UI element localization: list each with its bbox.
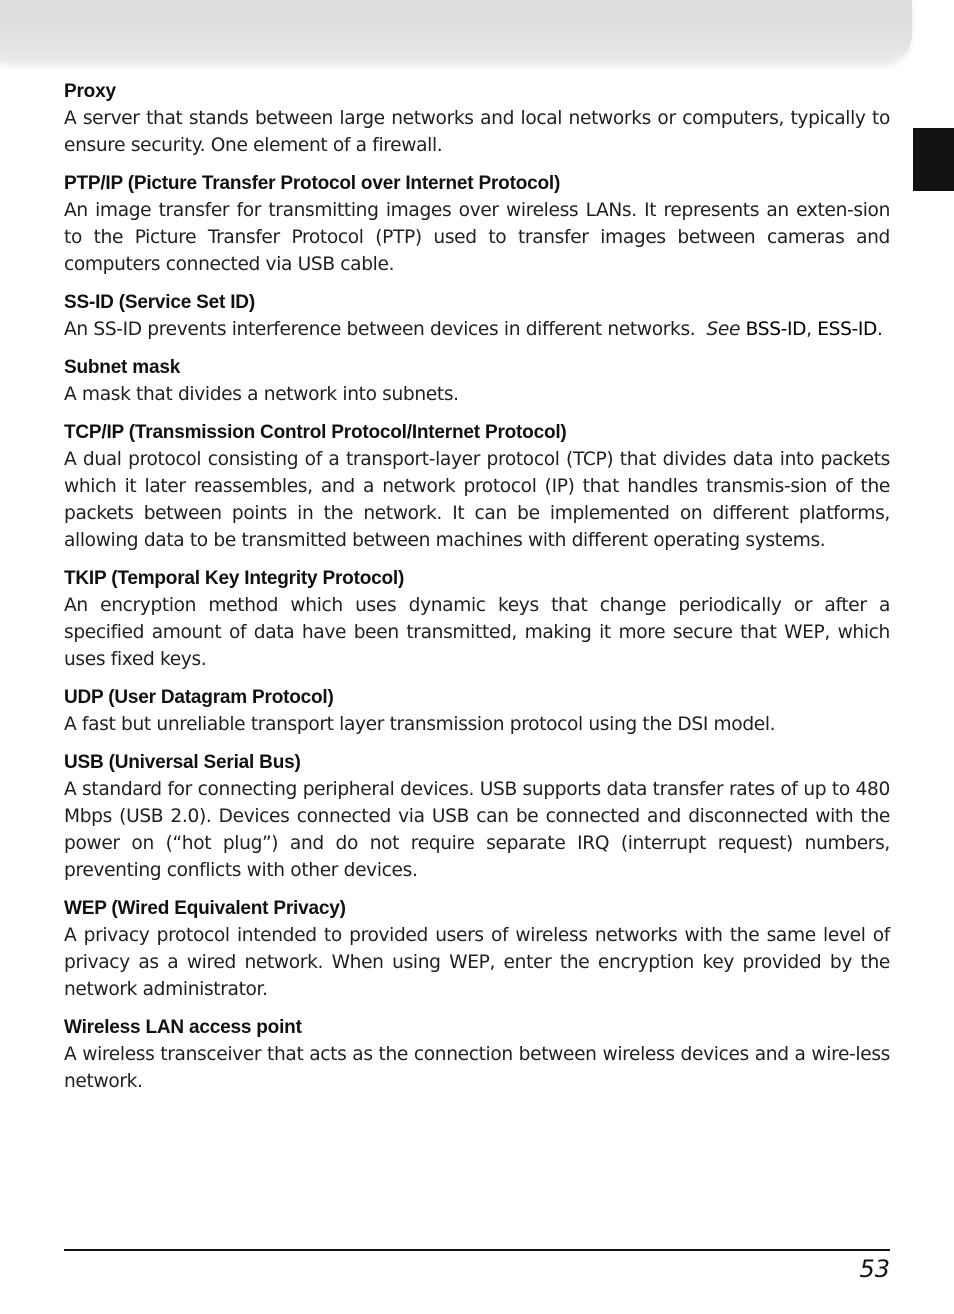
glossary-term: PTP/IP (Picture Transfer Protocol over Internet Protocol): [64, 173, 561, 194]
glossary-entry-tcp-ip: [64, 419, 890, 554]
glossary-term: Wireless LAN access point: [64, 1017, 302, 1038]
glossary-definition: A fast but unreliable transport layer transmission protocol using the DSI model.: [64, 714, 776, 735]
glossary-entry-usb: [64, 749, 890, 884]
glossary-definition: A privacy protocol intended to provided users of wireless networks with the same level of privacy as a wired network. When using WEP, enter the encryption key provided by the network administrator.: [64, 925, 890, 1000]
glossary-definition: An encryption method which uses dynamic keys that change periodically or after a specified amount of data have been transmitted, making it more secure that WEP, which uses fixed keys.: [64, 595, 890, 670]
xref-separator: ,: [806, 319, 818, 340]
glossary-entry-proxy: [64, 78, 890, 159]
glossary-definition: A dual protocol consisting of a transport-layer protocol (TCP) that divides data into packets which it later reassembles, and a network protocol (IP) that handles transmis-sion of the packets between points in the network. It can be implemented on different platforms, allowing data to be transmitted between machines with different operating systems.: [64, 449, 890, 551]
glossary-term: TKIP (Temporal Key Integrity Protocol): [64, 568, 405, 589]
glossary-definition: An image transfer for transmitting images over wireless LANs. It represents an exten-sion to the Picture Transfer Protocol (PTP) used to transfer images between cameras and computers connected via USB cable.: [64, 200, 890, 275]
glossary-term: Proxy: [64, 81, 116, 102]
glossary-entry-ss-id: [64, 289, 890, 343]
cross-reference-ess-id[interactable]: ESS-ID: [817, 319, 878, 340]
glossary-list: [64, 78, 890, 1106]
header-band: [0, 0, 912, 62]
glossary-term: WEP (Wired Equivalent Privacy): [64, 898, 346, 919]
see-label: See: [706, 319, 741, 340]
glossary-entry-ptp-ip: [64, 170, 890, 278]
glossary-definition: A mask that divides a network into subnets.: [64, 384, 459, 405]
glossary-term: SS-ID (Service Set ID): [64, 292, 255, 313]
xref-end: .: [877, 319, 883, 340]
cross-reference-bss-id[interactable]: BSS-ID: [745, 319, 807, 340]
glossary-entry-subnet-mask: [64, 354, 890, 408]
definition-text: An SS-ID prevents interference between devices in different networks.: [64, 319, 696, 340]
glossary-entry-wep: [64, 895, 890, 1003]
glossary-entry-wireless-lan-access-point: [64, 1014, 890, 1095]
page-number: 53: [859, 1255, 890, 1283]
glossary-definition: [64, 316, 890, 343]
glossary-definition: A wireless transceiver that acts as the connection between wireless devices and a wire-less network.: [64, 1044, 890, 1092]
section-tab-marker: [913, 128, 954, 191]
glossary-entry-udp: [64, 684, 890, 738]
glossary-entry-tkip: [64, 565, 890, 673]
glossary-term: USB (Universal Serial Bus): [64, 752, 301, 773]
glossary-term: TCP/IP (Transmission Control Protocol/Internet Protocol): [64, 422, 567, 443]
glossary-definition: A server that stands between large networks and local networks or computers, typically to ensure security. One element of a firewall.: [64, 108, 890, 156]
glossary-definition: A standard for connecting peripheral devices. USB supports data transfer rates of up to 480 Mbps (USB 2.0). Devices connected via USB can be connected and disconnected with the power on (“hot plug”) and do not require separate IRQ (interrupt request) numbers, preventing conflicts with other devices.: [64, 779, 890, 881]
footer-rule: [64, 1249, 890, 1251]
glossary-term: Subnet mask: [64, 357, 181, 378]
glossary-term: UDP (User Datagram Protocol): [64, 687, 334, 708]
